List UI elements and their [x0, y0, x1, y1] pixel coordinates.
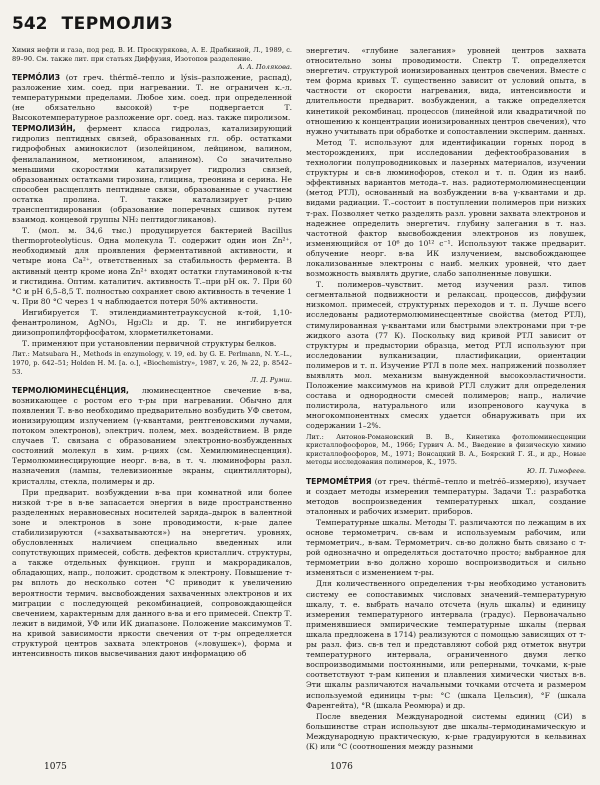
body-paragraph: Температурные шкалы. Методы Т. различаются по лежащим в их основе термометрич. св-вам и используемым рабочим, или термометрич., в-вам. Термометрич. св-во должно быть связано с т-рой однозначно и определяться достаточно просто; выбранное для термометрии в-во должно хорошо воспроизводиться и сильно изменяться с изменением т-ры. [306, 517, 586, 578]
article-headword: ТЕРМОЛЮМИНЕСЦЕ́НЦИЯ, [12, 385, 129, 395]
left-column [12, 46, 292, 746]
body-paragraph: Т. (мол. м. 34,6 тыс.) продуцируется бактерией Bacillus thermoproteolyticus. Одна молекула Т. содержит один ион Zn²⁺, необходимый для проявления ферментативной активности, и четыре иона Ca²⁺, ответственных за стабильность фермента. В активный центр кроме иона Zn²⁺ входят остатки глутаминовой к-ты и гистидина. Оптим. каталитич. активность Т.–при pH ок. 7. При 60 °С и pH 6,5–8,5 Т. полностью сохраняет свою активность в течение 1 ч. При 80 °С через 1 ч наблюдается потеря 50% активности. [12, 226, 292, 306]
article-author: Л. Д. Румш. [250, 376, 292, 385]
body-paragraph: энергетич. «глубине залегания» уровней центров захвата относительно зоны проводимости. Спектр Т. определяется энергетич. структурой ионизированных центров свечения. Вместе с тем форма кривых Т. существенно зависит от условий опыта, в частности от скорости нагревания, вида, интенсивности и длительности предварит. возбуждения, а также определяется кинетикой рекомбинац. процессов (линейной или квадратичной по отношению к концентрации ионизированных центров свечения), что нужно учитывать при обработке и сопоставлении эксперим. данных. [306, 46, 586, 136]
body-paragraph: Т. полимеров–чувствит. метод изучения разл. типов сегментальной подвижности и релаксац. процессов, диффузии низкомол. примесей, структурных переходов и т. п. Лучше всего исследованы радиотермолюминесцентные свойства (метод РТЛ), стимулированная γ-квантами или быстрыми электронами при т-ре жидкого азота (77 К). Поскольку вид кривой РТЛ зависит от структуры и предыстории образца, метод РТЛ используют при исследовании вулканизации, пластификации, ориентации полимеров и т. п. Изучение РТЛ в поле мех. напряжений позволяет выявлять мол. механизм вынужденной высокоэластичности. Положение максимумов на кривой РТЛ служит для определения состава и однородности смесей полимеров; напр., наличие полистирола, натурального или изопренового каучука в многокомпонентных смесях удается обнаруживать при их содержании 1–2%. [306, 280, 586, 431]
body-paragraph: Ингибируется Т. этилендиаминтетрауксусной к-той, 1,10-фенантролином, AgNO₃, Hg₂Cl₂ и др. Т. не ингибируется диизопропилфторфосфатом, хлорметилкетонами. [12, 307, 292, 338]
article-text: люминесцентное свечение в-ва, возникающее с ростом его т-ры при нагревании. Обычно для появления Т. в-во необходимо предварительно возбудить УФ светом, ионизирующим излучением (γ-квантами, рентгеновскими лучами, потоком электронов), электрич. полем, мех. воздействием. В ряде случаев Т. связана с образованием электронно-возбужденных состояний молекул в хим. р-циях (см. Хемилюминесценция). Термолюминесцирующие неорг. в-ва, в т. ч. люминофоры разл. назначения (лампы, телевизионные экраны, сцинтилляторы), кристаллы, стекла, полимеры и др. [12, 385, 292, 486]
body-paragraph: Метод Т. используют для идентификации горных пород в месторождениях, при исследовании дефектообразования в технологии полупроводниковых и лазерных материалов, изучении структуры и св-в люминофоров, стекол и т. п. Один из наиб. эффективных вариантов метода–т. наз. радиотермолюминесценции (метод РТЛ), основанный на возбуждении в-ва γ-квантами и др. видами радиации. Т.–состоит в поступлении полимеров при низких т-рах. Позволяет четко разделять разл. уровни захвата электронов и надежнее определить энергетич. глубину залегания в т. наз. частотной фактор высвобождения электронов из ловушек, изменяющийся от 10⁶ до 10¹² с⁻¹. Используют также предварит. облучение неорг. в-ва ИК излучением, высвобождающее локализованные электроны с наиб. мелких уровней, что дает возможность выявлять другие, слабо заполненные ловушки. [306, 137, 586, 279]
literature-note [306, 433, 586, 476]
page-header [12, 14, 592, 42]
literature-text: Лит.: Matsubara H., Methods in enzymology, v. 19, ed. by G. E. Perlmann, N. Y.–L., 1970, p. 642–51; Holden H. M. [a. o.], «Biochemistry», 1987, v. 26, № 22, p. 8542–53. [12, 350, 292, 376]
article-author: Ю. П. Тимофеев. [527, 466, 586, 475]
article-entry [12, 124, 292, 225]
article-entry [306, 477, 586, 517]
footer-column-number-right: 1076 [330, 762, 353, 772]
literature-text: Лит.: Антонов-Романовский В. В., Кинетика фотолюминесценции кристаллофосфоров, М., 1966; Гурвич А. М., Введение в физическую химию кристаллофосфоров, М., 1971; Вонсацкий В. А., Боярский Г. Я., и др., Новые методы исследования полимеров, К., 1975. [306, 432, 586, 467]
literature-text: Химия нефти и газа, под ред. В. И. Проскурякова, А. Е. Драбкиной, Л., 1989, с. 89–90. См. также лит. при статьях Диффузия, Изотопов разделение. [12, 46, 292, 63]
article-entry [12, 73, 292, 123]
body-paragraph: При предварит. возбуждении в-ва при комнатной или более низкой т-ре в в-ве запасается энергия в виде пространственно разделенных неравновесных носителей заряда–дырок в валентной зоне и электронов в зоне проводимости, к-рые далее стабилизируются («захватываются») на энергетич. уровнях, обусловленных наличием специально введенных или сопутствующих примесей, собств. дефектов кристаллич. структуры, а также отдельных функцион. групп и макрорадикалов, обладающих, напр., положит. сродством к электрону. Повышение т-ры вплоть до несколько сотен °С приводит к увеличению вероятности термич. высвобождения захваченных электронов и их миграции с последующей рекомбинацией, сопровождающейся свечением, характерным для данного в-ва и его примесей. Спектр Т. лежит в видимой, УФ или ИК диапазоне. Положение максимумов Т. на кривой зависимости яркости свечения от т-ры определяется структурой центров захвата электронов («ловушек»), форма и интенсивность пиков высвечивания дают информацию об [12, 487, 292, 659]
body-paragraph: Для количественного определения т-ры необходимо установить систему ее сопоставимых числовых значений–температурную шкалу, т. е. выбрать начало отсчета (нуль шкалы) и единицу измерения температурного интервала (градус). Первоначально применявшиеся эмпирические температурные шкалы (первая шкала предложена в 1714) реализуются с помощью зависящих от т-ры разл. физ. св-в тел и представляют собой ряд отметок внутри температурного интервала, ограниченного двумя легко воспроизводимыми постоянными, или реперными, точками, к-рые соответствуют т-рам кипения и плавления химически чистых в-в. Эти шкалы различаются начальными точками отсчета и размером используемой единицы т-ры: °С (шкала Цельсия), °F (шкала Фаренгейта), °R (шкала Реомюра) и др. [306, 579, 586, 710]
body-paragraph: После введения Международной системы единиц (СИ) в большинстве стран используют две шкалы–термодинамическую и Международную практическую, к-рые градуируются в кельвинах (К) или °С (соотношения между разными [306, 711, 586, 751]
running-title: ТЕРМОЛИЗ [61, 14, 173, 34]
article-headword: ТЕРМОМЕ́ТРИЯ [306, 476, 372, 486]
literature-note [12, 350, 292, 384]
right-column [306, 46, 586, 751]
article-text: (от греч. thérmē–тепло и metréō–измеряю), изучает и создает методы измерения температуры. Задачи Т.: разработка методов воспроизведения температурных шкал, создание эталонных и рабочих измерит. приборов. [306, 476, 586, 516]
article-author: А. А. Полякова. [237, 63, 292, 72]
page-number: 542 [12, 14, 48, 34]
literature-note [12, 46, 292, 72]
footer-column-number-left: 1075 [44, 762, 67, 772]
article-headword: ТЕРМО́ЛИЗ [12, 72, 61, 82]
article-entry [12, 386, 292, 487]
body-paragraph: Т. применяют при установлении первичной структуры белков. [22, 339, 277, 349]
article-text: (от греч. thérmē–тепло и lýsis–разложение, распад), разложение хим. соед. при нагревании. Т. не ограничен к.-л. температурными пределами. Любое хим. соед. при определенной (не обязательно высокой) т-ре подвергается Т. Высокотемпературное разложение орг. соед. наз. также пиролизом. [12, 72, 292, 123]
article-text: фермент класса гидролаз, катализирующий гидролиз пептидных связей, образованных гл. обр. остатками гидрофобных аминокислот (изолейцином, лейцином, валином, фенилаланином, метионином, аланином). Со значительно меньшими скоростями катализирует гидролиз связей, образованных остатками тирозина, глицина, треонина и серина. Не способен расщеплять пептидные связи, образованные с участием остатка пролина. Т. также катализирует р-цию транспептидирования (образование поперечных сшивок путем взаимод. концевой группы NH₂ пептидогликанов). [12, 124, 292, 225]
article-headword: ТЕРМОЛИЗИ́Н, [12, 124, 76, 134]
